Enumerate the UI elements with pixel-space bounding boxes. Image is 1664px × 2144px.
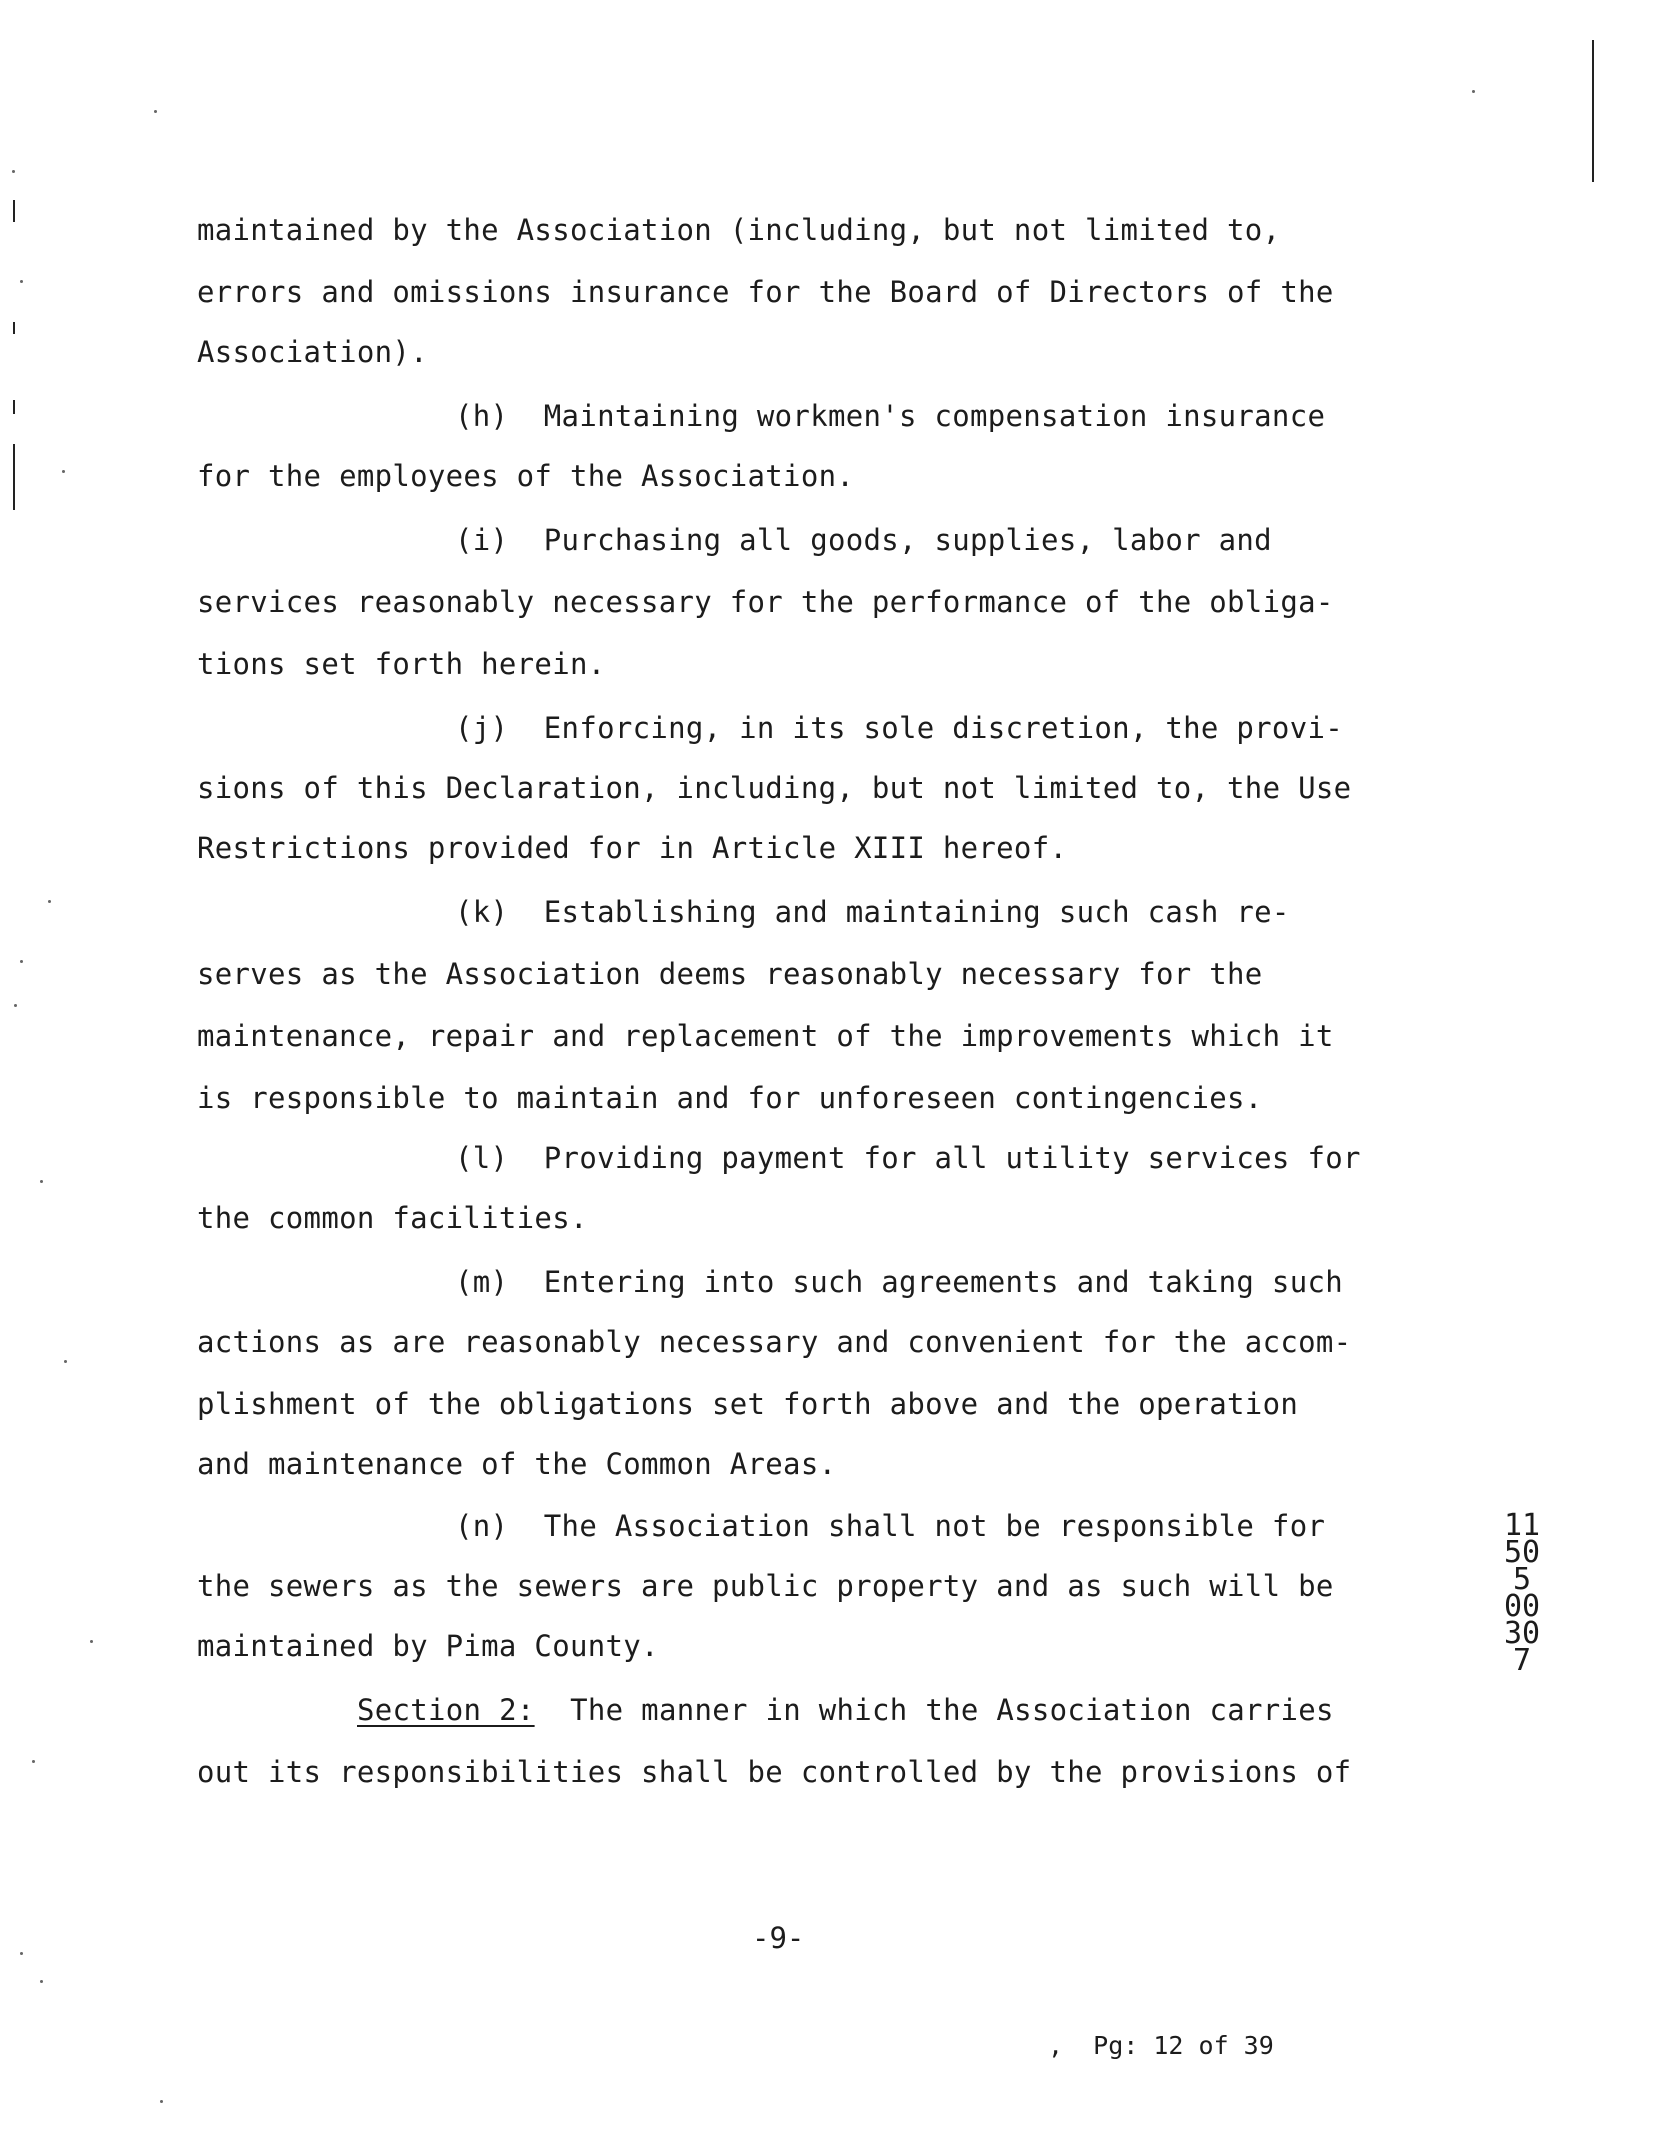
text-line: Association). [197,335,428,369]
scan-mark [13,200,15,222]
scan-speck [20,280,23,283]
scan-mark [13,322,15,334]
text-line: (j) Enforcing, in its sole discretion, the provi- [455,711,1343,745]
section-label: Section 2: [357,1693,535,1727]
text-line: out its responsibilities shall be controlled by the provisions of [197,1755,1352,1789]
text-line: the common facilities. [197,1201,588,1235]
scan-mark [13,400,15,414]
scan-speck [160,2100,163,2103]
page-footer: , Pg: 12 of 39 [1048,2031,1274,2060]
text-line: (k) Establishing and maintaining such cash re- [455,895,1290,929]
scan-edge-line [1592,40,1594,182]
text-line: (h) Maintaining workmen's compensation insurance [455,399,1326,433]
text-line: (i) Purchasing all goods, supplies, labor and [455,523,1272,557]
text-line: plishment of the obligations set forth above and the operation [197,1387,1299,1421]
text-line: actions as are reasonably necessary and convenient for the accom- [197,1325,1352,1359]
text-line: is responsible to maintain and for unforeseen contingencies. [197,1081,1263,1115]
scan-speck [20,1952,23,1955]
text-line: for the employees of the Association. [197,459,855,493]
scan-speck [154,110,157,113]
text-line: maintained by the Association (including, but not limited to, [197,213,1281,247]
scan-speck [20,960,23,963]
scan-speck [1472,90,1475,93]
text-line: tions set forth herein. [197,647,606,681]
text-line: maintenance, repair and replacement of the improvements which it [197,1019,1334,1053]
scan-speck [40,1980,43,1983]
text-line: the sewers as the sewers are public property and as such will be [197,1569,1334,1603]
scan-speck [12,170,15,173]
page-number: -9- [752,1921,805,1955]
scan-speck [32,1760,35,1763]
text-line: services reasonably necessary for the performance of the obliga- [197,585,1334,619]
text-line: and maintenance of the Common Areas. [197,1447,837,1481]
text-line: (n) The Association shall not be responsible for [455,1509,1326,1543]
scan-speck [48,900,51,903]
scan-speck [14,1004,17,1007]
text-line: (m) Entering into such agreements and taking such [455,1265,1343,1299]
text-line: errors and omissions insurance for the Board of Directors of the [197,275,1334,309]
scan-speck [62,470,65,473]
margin-stamp [1502,1508,1542,1678]
scan-speck [64,1360,67,1363]
text-line: maintained by Pima County. [197,1629,659,1663]
text-line: Restrictions provided for in Article XIII hereof. [197,831,1068,865]
text-line: serves as the Association deems reasonably necessary for the [197,957,1263,991]
margin-stamp-text: 11505 00307 [1503,1508,1541,1678]
text-line: sions of this Declaration, including, but not limited to, the Use [197,771,1352,805]
section-text: The manner in which the Association carries [570,1693,1334,1727]
scan-speck [40,1180,43,1183]
text-line: (l) Providing payment for all utility services for [455,1141,1361,1175]
section-heading-line [357,1692,1334,1728]
scan-speck [90,1640,93,1643]
scan-mark [13,444,15,510]
